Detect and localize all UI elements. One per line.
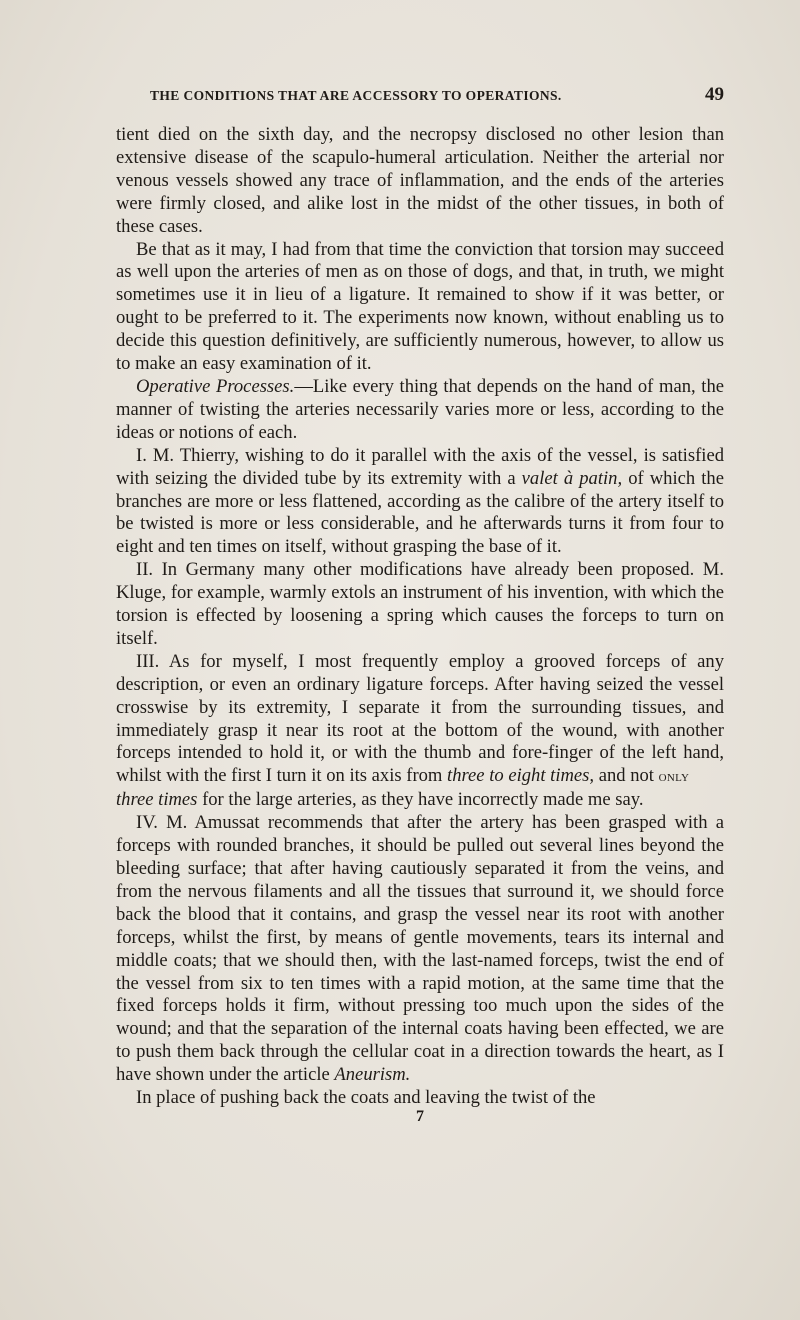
paragraph-4-text-a: I. M. Thierry, wishing to do it parallel with the axis of the vessel, is satisfied with seizing the divided tube by its extremity with a (116, 444, 724, 489)
paragraph-6 (116, 651, 724, 812)
paragraph-4-italic: valet à patin, (521, 467, 623, 489)
paragraph-4-text-b: of which the branches are more or less flattened, according as the calibre of the artery itself to be twisted is more or less considerable, and he afterwards turns it from four to eight and ten times on itself, without grasping the base of it. (116, 467, 724, 558)
book-page (116, 84, 724, 1126)
paragraph-6-small-caps: only (658, 769, 690, 786)
paragraph-7 (116, 812, 724, 1087)
body-text (116, 124, 724, 1110)
paragraph-6-italic-1: three to eight times, (447, 765, 595, 787)
paragraph-1-text: tient died on the sixth day, and the necropsy disclosed no other lesion than extensive disease of the scapulo-humeral articulation. Neither the arterial nor venous vessels showed any trace of inflammation, and the ends of the arteries were firmly closed, and alike lost in the midst of the other tissues, in both of these cases. (116, 124, 724, 237)
paragraph-8 (116, 1087, 724, 1110)
running-head (116, 84, 724, 114)
paragraph-6-text-c: for the large arteries, as they have incorrectly made me say. (197, 789, 644, 811)
paragraph-6-text-a: III. As for myself, I most frequently employ a grooved forceps of any description, or even an ordinary ligature forceps. After having seized the vessel crosswise by its extremity, I separate it from the surrounding tissues, and immediately grasp it near its root at the bottom of the wound, with another forceps intended to hold it, or with the thumb and fore-finger of the left hand, whilst with the first I turn it on its axis from (116, 650, 724, 787)
paragraph-7-text-a: IV. M. Amussat recommends that after the artery has been grasped with a forceps with rounded branches, it should be pulled out several lines beyond the bleeding surface; that after having cautiously separated it from the veins, and from the nervous filaments and all the tissues that surround it, we should force back the blood that it contains, and grasp the vessel near its root with another forceps, whilst the first, by means of gentle movements, tears its internal and middle coats; that we should then, with the last-named forceps, twist the end of the vessel from six to ten times with a rapid motion, at the same time that the fixed forceps holds it firm, without pressing too much upon the sides of the wound; and that the separation of the internal coats having been effected, we are to push them back through the cellular coat in a direction towards the heart, as I have shown under the article (116, 812, 724, 1086)
signature-mark: 7 (416, 1107, 424, 1125)
paragraph-6-italic-2: three times (116, 789, 198, 811)
paragraph-6-text-b: and not (594, 765, 659, 787)
section-heading-operative-processes: Operative Processes. (136, 375, 295, 397)
paragraph-5-text: II. In Germany many other modifications have already been proposed. M. Kluge, for example, warmly extols an instrument of his invention, with which the torsion is effected by loosening a spring which causes the forceps to turn on itself. (116, 559, 724, 649)
paragraph-2-text: Be that as it may, I had from that time the conviction that torsion may succeed as well upon the arteries of men as on those of dogs, and that, in truth, we might sometimes use it in lieu of a ligature. It remained to show if it was better, or ought to be preferred to it. The experiments now known, without enabling us to decide this question definitively, are sufficiently numerous, however, to allow us to make an easy examination of it. (116, 238, 724, 375)
paragraph-7-italic: Aneurism. (334, 1064, 411, 1086)
paragraph-2 (116, 239, 724, 376)
paragraph-8-text: In place of pushing back the coats and leaving the twist of the (136, 1087, 596, 1109)
paragraph-1 (116, 124, 724, 239)
page-number: 49 (705, 84, 724, 105)
running-head-title: THE CONDITIONS THAT ARE ACCESSORY TO OPERATIONS. (150, 88, 562, 103)
paragraph-3-text: —Like every thing that depends on the hand of man, the manner of twisting the arteries necessarily varies more or less, according to the ideas or notions of each. (116, 375, 725, 443)
paragraph-3 (116, 376, 724, 445)
paragraph-5 (116, 559, 724, 651)
paragraph-4 (116, 445, 724, 560)
